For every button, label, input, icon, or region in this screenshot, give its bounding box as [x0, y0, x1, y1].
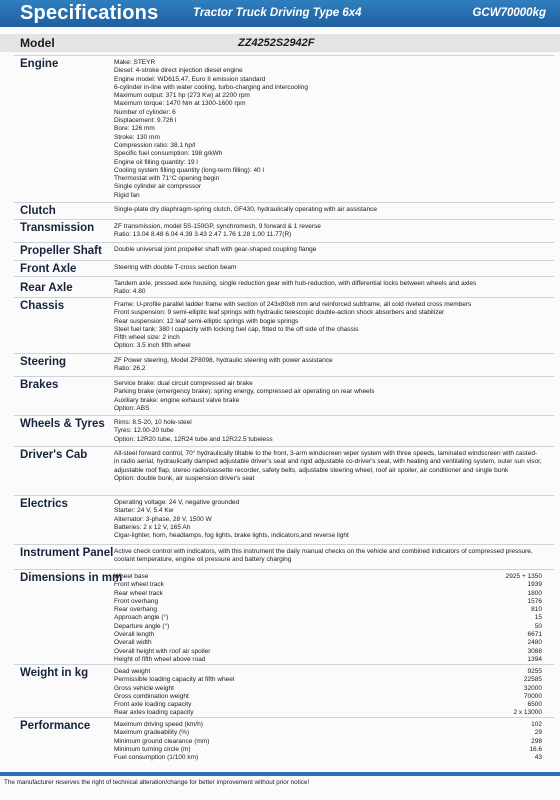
spec-line: Steering with double T-cross section beam	[114, 264, 237, 271]
section-content	[114, 499, 542, 540]
spec-line: Stroke: 130 mm	[114, 133, 160, 141]
row-value: 810	[531, 606, 542, 614]
spec-line: Tyres: 12.00-20 tube	[114, 427, 174, 435]
spec-line: ZF Power steering, Model ZF8098, hydraulic steering with power assistance	[114, 357, 333, 364]
section-drivers-cab	[14, 446, 554, 495]
spec-line: Tandem axle, pressed axle housing, single reduction gear with hub-reduction, with differential locks between wheels and axles	[114, 280, 477, 287]
section-content	[114, 380, 542, 413]
section-content	[114, 280, 542, 297]
disclaimer-note: The manufacturer reserves the right of technical alteration/change for better improvement without prior notice!	[4, 779, 310, 786]
section-wheels-tyres	[14, 415, 554, 446]
row-key: Departure angle (°)	[114, 622, 170, 630]
row-key: Rear axles loading capacity	[114, 709, 194, 717]
spec-line: Service brake: dual circuit compressed air brake	[114, 380, 253, 387]
section-label: Wheels & Tyres	[20, 418, 105, 430]
section-weight	[14, 664, 554, 717]
section-content	[114, 721, 542, 762]
spec-line: Option: ABS	[114, 404, 150, 412]
section-label: Electrics	[20, 498, 68, 510]
spec-line: Operating voltage: 24 V, negative grounded	[114, 499, 240, 506]
spec-line: Ratio: 13.04 8.48 6.04 4.39 3.43 2.47 1.76 1.28 1.00 11.77(R)	[114, 231, 292, 239]
model-value: ZZ4252S2942F	[238, 37, 315, 49]
row-value: 1939	[527, 581, 542, 589]
section-engine	[14, 55, 554, 202]
spec-line: Cigar-lighter, horn, headlamps, fog lights, brake lights, indicators,and reverse light	[114, 532, 349, 540]
row-value: 6500	[527, 701, 542, 709]
row-key: Approach angle (°)	[114, 614, 169, 622]
section-label: Performance	[20, 720, 91, 732]
spec-line: Make: STEYR	[114, 59, 156, 66]
section-content	[114, 206, 542, 214]
table-row	[114, 721, 542, 729]
section-content	[114, 223, 542, 240]
row-key: Rear wheel track	[114, 589, 163, 597]
spec-line: Ratio: 26.2	[114, 365, 146, 373]
row-value: 32000	[523, 684, 542, 692]
footer	[0, 772, 560, 800]
spec-line: Compression ratio: 38.1 hp/l	[114, 141, 196, 149]
row-value: 29	[534, 729, 542, 737]
row-key: Overall width	[114, 639, 152, 647]
section-content	[114, 264, 542, 272]
row-key: Gross vehicle weight	[114, 684, 174, 692]
row-key: Fuel consumption (1/100 km)	[114, 754, 199, 762]
spec-line: Rims: 8.5-20, 10 hole-steel	[114, 419, 192, 426]
gcw-label: GCW70000kg	[472, 7, 546, 19]
section-content	[114, 246, 542, 254]
section-label: Transmission	[20, 222, 95, 234]
spec-line: Rigid fan	[114, 191, 140, 199]
table-row	[114, 685, 542, 693]
spec-line: Option: double bunk, air suspension driver's seat	[114, 474, 255, 482]
section-label: Instrument Panel	[20, 547, 114, 559]
row-value: 43	[534, 754, 542, 762]
spec-line: Frame: U-profile parallel ladder frame with section of 243x80x8 mm and reinforced subframe, all cold riveted cross members	[114, 301, 472, 308]
section-content	[114, 419, 542, 444]
row-value: 102	[531, 721, 542, 728]
spec-line: Double universal joint propeller shaft with gear-shaped coupling flange	[114, 246, 317, 253]
table-row	[114, 648, 542, 656]
row-key: Overall height with roof air spoiler	[114, 647, 211, 655]
section-transmission	[14, 219, 554, 242]
row-key: Dead weight	[114, 668, 151, 675]
row-value: 6671	[527, 631, 542, 639]
row-value: 16.6	[529, 745, 542, 753]
spec-line: Option: 12R20 tube, 12R24 tube and 12R22.5 tubeless	[114, 435, 273, 443]
section-content	[114, 450, 542, 483]
section-label: Dimensions in mm	[20, 572, 123, 584]
row-key: Maximum gradeability (%)	[114, 729, 190, 737]
section-content	[114, 548, 542, 565]
table-row	[114, 693, 542, 701]
row-value: 15	[534, 614, 542, 622]
section-clutch	[14, 202, 554, 219]
section-label: Steering	[20, 356, 67, 368]
table-row	[114, 598, 542, 606]
spec-line: Fifth wheel size: 2 inch	[114, 334, 180, 342]
row-key: Front axle loading capacity	[114, 701, 192, 709]
model-row	[0, 34, 560, 52]
row-key: Minimum turning circle (m)	[114, 745, 191, 753]
table-row	[114, 606, 542, 614]
section-label: Propeller Shaft	[20, 245, 102, 257]
row-key: Rear overhang	[114, 606, 157, 614]
spec-line: Single-plate dry diaphragm-spring clutch, GF430, hydraulically operating with air assistance	[114, 206, 378, 213]
row-key: Gross combination weight	[114, 692, 189, 700]
section-label: Weight in kg	[20, 667, 89, 679]
spec-line: Front suspension: 9 semi-elliptic leaf springs with hydraulic telescopic double-action shock absorbers and stabilizer	[114, 309, 445, 317]
spec-line: Steel fuel tank: 380 l capacity with locking fuel cap, fitted to the off side of the chassis	[114, 325, 359, 333]
row-value: 3088	[527, 647, 542, 655]
spec-line: Bore: 126 mm	[114, 125, 155, 133]
section-electrics	[14, 495, 554, 544]
row-value: 298	[531, 737, 542, 745]
model-label: Model	[20, 36, 55, 50]
table-row	[114, 676, 542, 684]
row-key: Height of fifth wheel above road	[114, 655, 206, 663]
section-label: Rear Axle	[20, 282, 73, 294]
spec-line: Engine model: WD615.47, Euro II emission standard	[114, 75, 266, 83]
table-row	[114, 729, 542, 737]
section-label: Driver's Cab	[20, 449, 88, 461]
section-content	[114, 301, 542, 351]
table-row	[114, 581, 542, 589]
table-row	[114, 639, 542, 647]
row-value: 9255	[527, 668, 542, 675]
table-row	[114, 623, 542, 631]
row-value: 2 x 13000	[513, 709, 542, 717]
spec-line: Diesel: 4-stroke direct injection diesel engine	[114, 67, 243, 75]
spec-line: Cooling system filling quantity (long-term filling): 40 l	[114, 166, 264, 174]
section-chassis	[14, 297, 554, 353]
spec-line: Engine oil filling quantity: 19 l	[114, 158, 198, 166]
section-label: Front Axle	[20, 263, 77, 275]
spec-line: Starter: 24 V, 5.4 Kw	[114, 507, 174, 515]
row-key: Front overhang	[114, 597, 159, 605]
spec-header	[0, 0, 560, 27]
spec-line: Maximum output: 371 hp (273 Kw) at 2200 rpm	[114, 92, 250, 100]
section-content	[114, 668, 542, 718]
row-value: 70000	[523, 692, 542, 700]
vehicle-type: Tractor Truck Driving Type 6x4	[193, 7, 362, 19]
table-row	[114, 701, 542, 709]
section-label: Engine	[20, 58, 59, 70]
spec-line: Batteries: 2 x 12 V, 165 Ah	[114, 523, 191, 531]
section-label: Clutch	[20, 205, 56, 217]
spec-line: 6-cylinder in-line with water cooling, turbo-charging and intercooling	[114, 83, 309, 91]
section-dimensions	[14, 569, 554, 664]
section-content	[114, 357, 542, 374]
section-performance	[14, 717, 554, 764]
table-row	[114, 746, 542, 754]
table-row	[114, 754, 542, 762]
row-value: 1800	[527, 589, 542, 597]
spec-line: Ratio: 4.80	[114, 288, 146, 296]
section-front-axle	[14, 260, 554, 276]
section-steering	[14, 353, 554, 376]
section-label: Brakes	[20, 379, 59, 391]
section-instrument-panel	[14, 544, 554, 569]
spec-line: Maximum torque: 1470 Nm at 1300-1600 rpm	[114, 100, 246, 108]
row-key: Overall length	[114, 631, 155, 639]
spec-line: Auxiliary brake: engine exhaust valve brake	[114, 396, 240, 404]
spec-line: Specific fuel consumption: 198 g/kWh	[114, 150, 223, 158]
row-key: Wheel base	[114, 573, 149, 580]
spec-line: Single cylinder air compressor	[114, 183, 202, 191]
spec-line: Active check control with indicators, with this instrument the daily manual checks on the vehicle and combined indicators of compressed pressure, coolant temperature, engine oil pressure and battery charging	[114, 548, 533, 564]
row-key: Minimum ground clearance (mm)	[114, 737, 210, 745]
section-brakes	[14, 376, 554, 415]
row-value: 2480	[527, 639, 542, 647]
section-propeller-shaft	[14, 242, 554, 260]
spec-line: Displacement: 9.726 l	[114, 117, 177, 125]
spec-line: Option: 3.5 inch fifth wheel	[114, 342, 191, 350]
table-row	[114, 738, 542, 746]
spec-line: Rear suspension: 12 leaf semi-elliptic springs with bogie springs	[114, 317, 299, 325]
row-value: 1394	[527, 655, 542, 663]
row-value: 22585	[523, 676, 542, 684]
table-row	[114, 668, 542, 676]
spec-line: ZF transmission, model 5S-150GP, synchromesh, 9 forward & 1 reverse	[114, 223, 321, 230]
footer-rule	[0, 772, 560, 776]
row-value: 2925 + 1350	[505, 573, 542, 580]
row-key: Permissible loading capacity at fifth wheel	[114, 676, 235, 684]
table-row	[114, 590, 542, 598]
section-content	[114, 573, 542, 664]
table-row	[114, 631, 542, 639]
section-content	[114, 59, 542, 200]
row-key: Front wheel track	[114, 581, 164, 589]
spec-line: Alternator: 3-phase, 28 V, 1500 W	[114, 515, 212, 523]
spec-line: All-steel forward control, 70° hydraulically tiltable to the front, 3-arm windscreen wiper system with three speeds, laminated windscreen with casted-in radio aerial, hydraulically damped adjustable driver's seat and rigid adjustable co-driver's seat, with heating and ventilating system, outer sun visor, adjustable roof flap, stereo radio/cassette recorder, safety belts, adjustable steering wheel, roof air spoiler, air conditioner and single bunk	[114, 450, 542, 474]
table-row	[114, 573, 542, 581]
row-value: 50	[534, 622, 542, 630]
row-key: Maximum driving speed (km/h)	[114, 721, 203, 728]
table-row	[114, 614, 542, 622]
spec-line: Thermostat with 71°C opening begin	[114, 175, 220, 183]
spec-line: Number of cylinder: 6	[114, 108, 176, 116]
page-title: Specifications	[20, 2, 159, 24]
section-rear-axle	[14, 276, 554, 297]
spec-line: Parking brake (emergency brake): spring energy, compressed air operating on rear wheels	[114, 388, 375, 396]
row-value: 1576	[527, 597, 542, 605]
section-label: Chassis	[20, 300, 65, 312]
